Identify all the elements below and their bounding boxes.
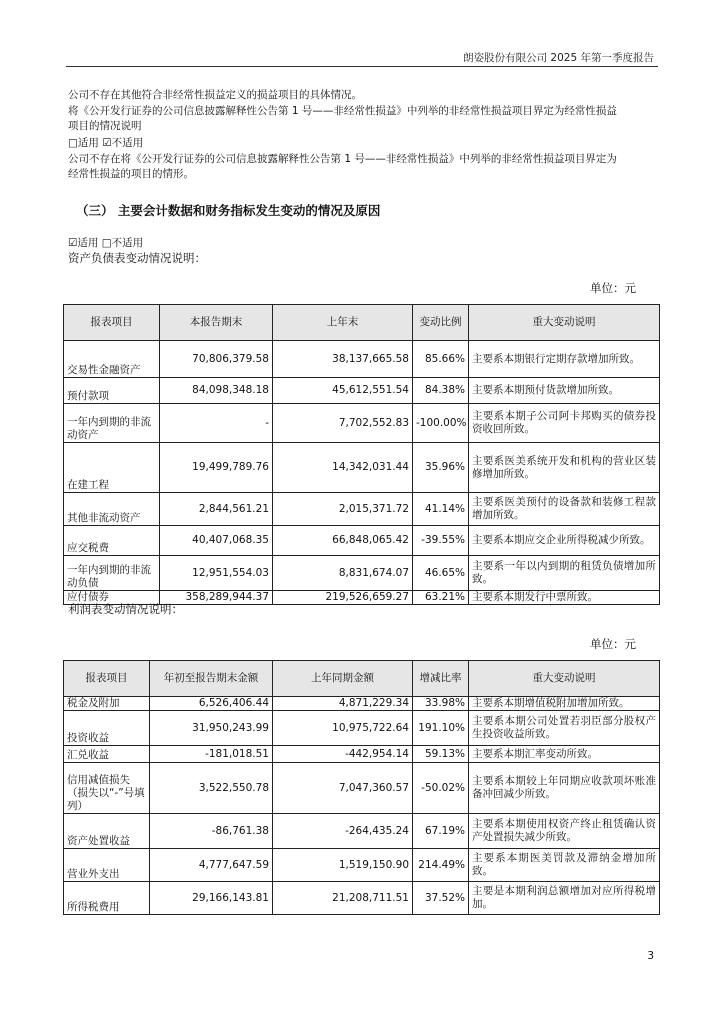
row-change-cell: 67.19% <box>413 814 469 849</box>
page-header: 朗姿股份有限公司 2025 年第一季度报告 <box>463 52 654 64</box>
row-prior-cell: 1,519,150.90 <box>273 849 413 882</box>
row-current-cell: 358,289,944.37 <box>160 591 273 605</box>
balance-sheet-table <box>63 304 660 605</box>
row-change-cell: 84.38% <box>413 378 469 404</box>
row-reason-cell: 主要系本期增值税附加增加所致。 <box>469 697 660 711</box>
row-current-cell: 31,950,243.99 <box>150 711 273 746</box>
row-change-cell: 33.98% <box>413 697 469 711</box>
row-current-cell: - <box>160 404 273 443</box>
page-number: 3 <box>647 950 654 962</box>
row-item-cell: 汇兑收益 <box>64 746 150 763</box>
row-change-cell: 63.21% <box>413 591 469 605</box>
table-row <box>64 404 660 443</box>
income-header-row <box>64 661 660 697</box>
row-current-cell: 3,522,550.78 <box>150 763 273 814</box>
row-reason-cell: 主要系本期使用权资产终止租赁确认资产处置损失减少所致。 <box>469 814 660 849</box>
balance-unit-label: 单位：元 <box>590 281 636 295</box>
row-item-cell: 投资收益 <box>64 711 150 746</box>
income-unit-label: 单位：元 <box>590 637 636 651</box>
header-prior: 上年末 <box>273 305 413 341</box>
table-row <box>64 341 660 378</box>
header-current: 本报告期末 <box>160 305 273 341</box>
row-prior-cell: 7,702,552.83 <box>273 404 413 443</box>
row-item-cell: 在建工程 <box>64 443 160 493</box>
row-change-cell: 214.49% <box>413 849 469 882</box>
row-item-cell: 交易性金融资产 <box>64 341 160 378</box>
table-row <box>64 378 660 404</box>
row-reason-cell: 主要系本期应交企业所得税减少所致。 <box>469 526 660 556</box>
row-reason-cell: 主要系本期子公司阿卡邦购买的债券投资收回所致。 <box>469 404 660 443</box>
row-item-cell: 应交税费 <box>64 526 160 556</box>
table-row <box>64 814 660 849</box>
row-prior-cell: -442,954.14 <box>273 746 413 763</box>
row-prior-cell: 14,342,031.44 <box>273 443 413 493</box>
header-item: 报表项目 <box>64 661 150 697</box>
row-reason-cell: 主要系本期公司处置若羽臣部分股权产生投资收益所致。 <box>469 711 660 746</box>
row-reason-cell: 主要系医美系统开发和机构的营业区装修增加所致。 <box>469 443 660 493</box>
row-prior-cell: 7,047,360.57 <box>273 763 413 814</box>
row-change-cell: -39.55% <box>413 526 469 556</box>
row-change-cell: -100.00% <box>413 404 469 443</box>
row-current-cell: 12,951,554.03 <box>160 556 273 591</box>
header-reason: 重大变动说明 <box>469 305 660 341</box>
row-reason-cell: 主要系本期医美罚款及滞纳金增加所致。 <box>469 849 660 882</box>
row-item-cell: 营业外支出 <box>64 849 150 882</box>
row-prior-cell: 2,015,371.72 <box>273 493 413 526</box>
intro-line-3: 项目的情况说明 <box>68 120 142 132</box>
balance-header-row <box>64 305 660 341</box>
intro-line-5: 经常性损益的项目的情形。 <box>68 168 194 180</box>
balance-sheet-label: 资产负债表变动情况说明： <box>68 251 206 265</box>
row-prior-cell: 38,137,665.58 <box>273 341 413 378</box>
header-change: 增减比率 <box>413 661 469 697</box>
row-change-cell: 59.13% <box>413 746 469 763</box>
intro-line-4: 公司不存在将《公开发行证券的公司信息披露解释性公告第 1 号——非经常性损益》中列举的非经常性损益项目界定为 <box>68 153 617 165</box>
row-current-cell: 2,844,561.21 <box>160 493 273 526</box>
income-statement-label: 利润表变动情况说明： <box>68 602 183 616</box>
header-item: 报表项目 <box>64 305 160 341</box>
row-item-cell: 所得税费用 <box>64 882 150 915</box>
row-change-cell: 85.66% <box>413 341 469 378</box>
row-reason-cell: 主要系一年以内到期的租赁负债增加所致。 <box>469 556 660 591</box>
row-change-cell: -50.02% <box>413 763 469 814</box>
row-item-cell: 税金及附加 <box>64 697 150 711</box>
row-reason-cell: 主要系本期发行中票所致。 <box>469 591 660 605</box>
intro-checkbox-line: □适用 ☑不适用 <box>68 137 144 149</box>
table-row <box>64 556 660 591</box>
table-row <box>64 746 660 763</box>
row-reason-cell: 主要系医美预付的设备款和装修工程款增加所致。 <box>469 493 660 526</box>
intro-line-2: 将《公开发行证券的公司信息披露解释性公告第 1 号——非经常性损益》中列举的非经常性损益项目界定为经常性损益 <box>68 105 617 117</box>
row-change-cell: 41.14% <box>413 493 469 526</box>
row-reason-cell: 主要系本期银行定期存款增加所致。 <box>469 341 660 378</box>
header-current: 年初至报告期末金额 <box>150 661 273 697</box>
row-item-cell: 一年内到期的非流动资产 <box>64 404 160 443</box>
row-current-cell: 19,499,789.76 <box>160 443 273 493</box>
header-prior: 上年同期金额 <box>273 661 413 697</box>
row-current-cell: 40,407,068.35 <box>160 526 273 556</box>
table-row <box>64 443 660 493</box>
row-prior-cell: 21,208,711.51 <box>273 882 413 915</box>
row-item-cell: 资产处置收益 <box>64 814 150 849</box>
row-item-cell: 其他非流动资产 <box>64 493 160 526</box>
row-item-cell: 预付款项 <box>64 378 160 404</box>
row-prior-cell: 10,975,722.64 <box>273 711 413 746</box>
table-row <box>64 697 660 711</box>
row-current-cell: 6,526,406.44 <box>150 697 273 711</box>
income-statement-table <box>63 660 660 915</box>
row-prior-cell: 66,848,065.42 <box>273 526 413 556</box>
row-item-cell: 一年内到期的非流动负债 <box>64 556 160 591</box>
row-prior-cell: 8,831,674.07 <box>273 556 413 591</box>
row-reason-cell: 主要是本期利润总额增加对应所得税增加。 <box>469 882 660 915</box>
row-reason-cell: 主要系本期较上年同期应收款项坏账准备冲回减少所致。 <box>469 763 660 814</box>
row-prior-cell: 45,612,551.54 <box>273 378 413 404</box>
row-current-cell: 4,777,647.59 <box>150 849 273 882</box>
row-change-cell: 37.52% <box>413 882 469 915</box>
table-row <box>64 882 660 915</box>
row-reason-cell: 主要系本期汇率变动所致。 <box>469 746 660 763</box>
row-prior-cell: 219,526,659.27 <box>273 591 413 605</box>
row-item-cell: 信用减值损失（损失以“-”号填列） <box>64 763 150 814</box>
table-row <box>64 526 660 556</box>
row-change-cell: 35.96% <box>413 443 469 493</box>
row-current-cell: -181,018.51 <box>150 746 273 763</box>
row-current-cell: 84,098,348.18 <box>160 378 273 404</box>
section-title: （三） 主要会计数据和财务指标发生变动的情况及原因 <box>76 203 381 218</box>
row-reason-cell: 主要系本期预付货款增加所致。 <box>469 378 660 404</box>
section-checkbox-line: ☑适用 □不适用 <box>68 237 144 249</box>
row-change-cell: 191.10% <box>413 711 469 746</box>
header-reason: 重大变动说明 <box>469 661 660 697</box>
row-prior-cell: 4,871,229.34 <box>273 697 413 711</box>
table-row <box>64 849 660 882</box>
row-prior-cell: -264,435.24 <box>273 814 413 849</box>
intro-line-1: 公司不存在其他符合非经常性损益定义的损益项目的具体情况。 <box>68 89 362 101</box>
table-row <box>64 493 660 526</box>
header-change: 变动比例 <box>413 305 469 341</box>
row-change-cell: 46.65% <box>413 556 469 591</box>
row-current-cell: 29,166,143.81 <box>150 882 273 915</box>
table-row <box>64 711 660 746</box>
row-current-cell: -86,761.38 <box>150 814 273 849</box>
header-rule <box>66 66 658 67</box>
table-row <box>64 763 660 814</box>
row-item-cell: 应付债券 <box>64 591 160 605</box>
row-current-cell: 70,806,379.58 <box>160 341 273 378</box>
